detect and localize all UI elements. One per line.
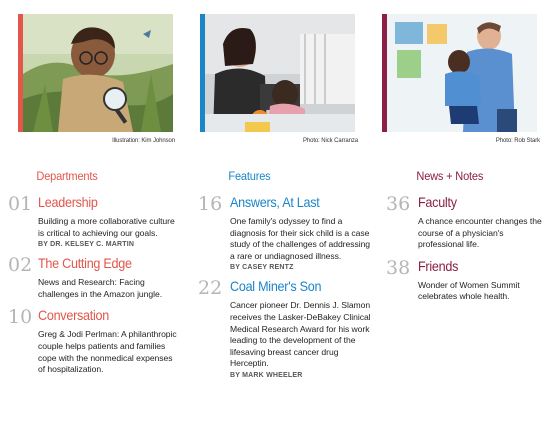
- list-item[interactable]: [198, 277, 375, 379]
- photo-credit: Photo: Nick Carranza: [302, 138, 358, 144]
- news-notes-column: [386, 169, 548, 310]
- article-title[interactable]: Coal Miner's Son: [230, 278, 322, 295]
- section-heading: News + Notes: [416, 169, 484, 183]
- page-number: 36: [386, 193, 411, 215]
- photo-doctor: [382, 14, 537, 132]
- page-number: 01: [8, 193, 33, 215]
- article-title[interactable]: Friends: [418, 257, 459, 274]
- list-item[interactable]: [386, 256, 548, 303]
- illustration-child-magnifying-glass: [23, 14, 173, 132]
- article-title[interactable]: Leadership: [38, 194, 98, 210]
- article-title[interactable]: Faculty: [418, 194, 457, 210]
- photo-doctor-holding-child: [387, 14, 537, 132]
- article-description: One family's odyssey to find a diagnosis for their sick child is a case study of the challenges of addressing a rare or undiagnosed illness.: [230, 216, 371, 261]
- photo-illustration: [18, 14, 173, 132]
- section-heading: Departments: [36, 169, 98, 183]
- list-item[interactable]: [386, 193, 548, 251]
- photo-credit: Illustration: Kim Johnson: [112, 138, 175, 144]
- article-title[interactable]: The Cutting Edge: [38, 255, 132, 272]
- page-number: 38: [386, 256, 411, 279]
- list-item[interactable]: [8, 254, 178, 300]
- article-description: Greg & Jodi Perlman: A philanthropic couple helps patients and families cope with the nonmedical expenses of hospitalization.: [38, 329, 177, 375]
- article-description: Cancer pioneer Dr. Dennis J. Slamon receives the Lasker-DeBakey Clinical Medical Research Award for his work leading to the development of the lifesaving breast cancer drug Herceptin.: [230, 300, 371, 369]
- departments-column: [8, 169, 178, 383]
- article-description: News and Research: Facing challenges in the Amazon jungle.: [38, 277, 163, 299]
- photo-mother-child-hospital: [205, 14, 355, 132]
- article-byline: BY CASEY RENTZ: [230, 264, 294, 272]
- features-column: [198, 169, 375, 386]
- page-number: 02: [8, 254, 33, 277]
- article-title[interactable]: Answers, At Last: [230, 194, 320, 210]
- page-number: 10: [8, 306, 33, 329]
- section-heading: Features: [228, 169, 271, 183]
- page-number: 22: [198, 277, 223, 300]
- list-item[interactable]: [198, 193, 375, 272]
- list-item[interactable]: [8, 193, 178, 249]
- article-description: A chance encounter changes the course of a physician's professional life.: [418, 216, 542, 250]
- article-byline: BY DR. KELSEY C. MARTIN: [38, 241, 135, 249]
- article-byline: BY MARK WHEELER: [230, 371, 303, 379]
- photo-hospital: [200, 14, 355, 132]
- list-item[interactable]: [8, 306, 178, 375]
- article-description: Wonder of Women Summit celebrates whole health.: [418, 279, 520, 302]
- photo-credit: Photo: Rob Stark: [495, 138, 540, 144]
- article-description: Building a more collaborative culture is critical to achieving our goals.: [38, 216, 175, 238]
- article-title[interactable]: Conversation: [38, 307, 110, 324]
- page-number: 16: [198, 193, 223, 215]
